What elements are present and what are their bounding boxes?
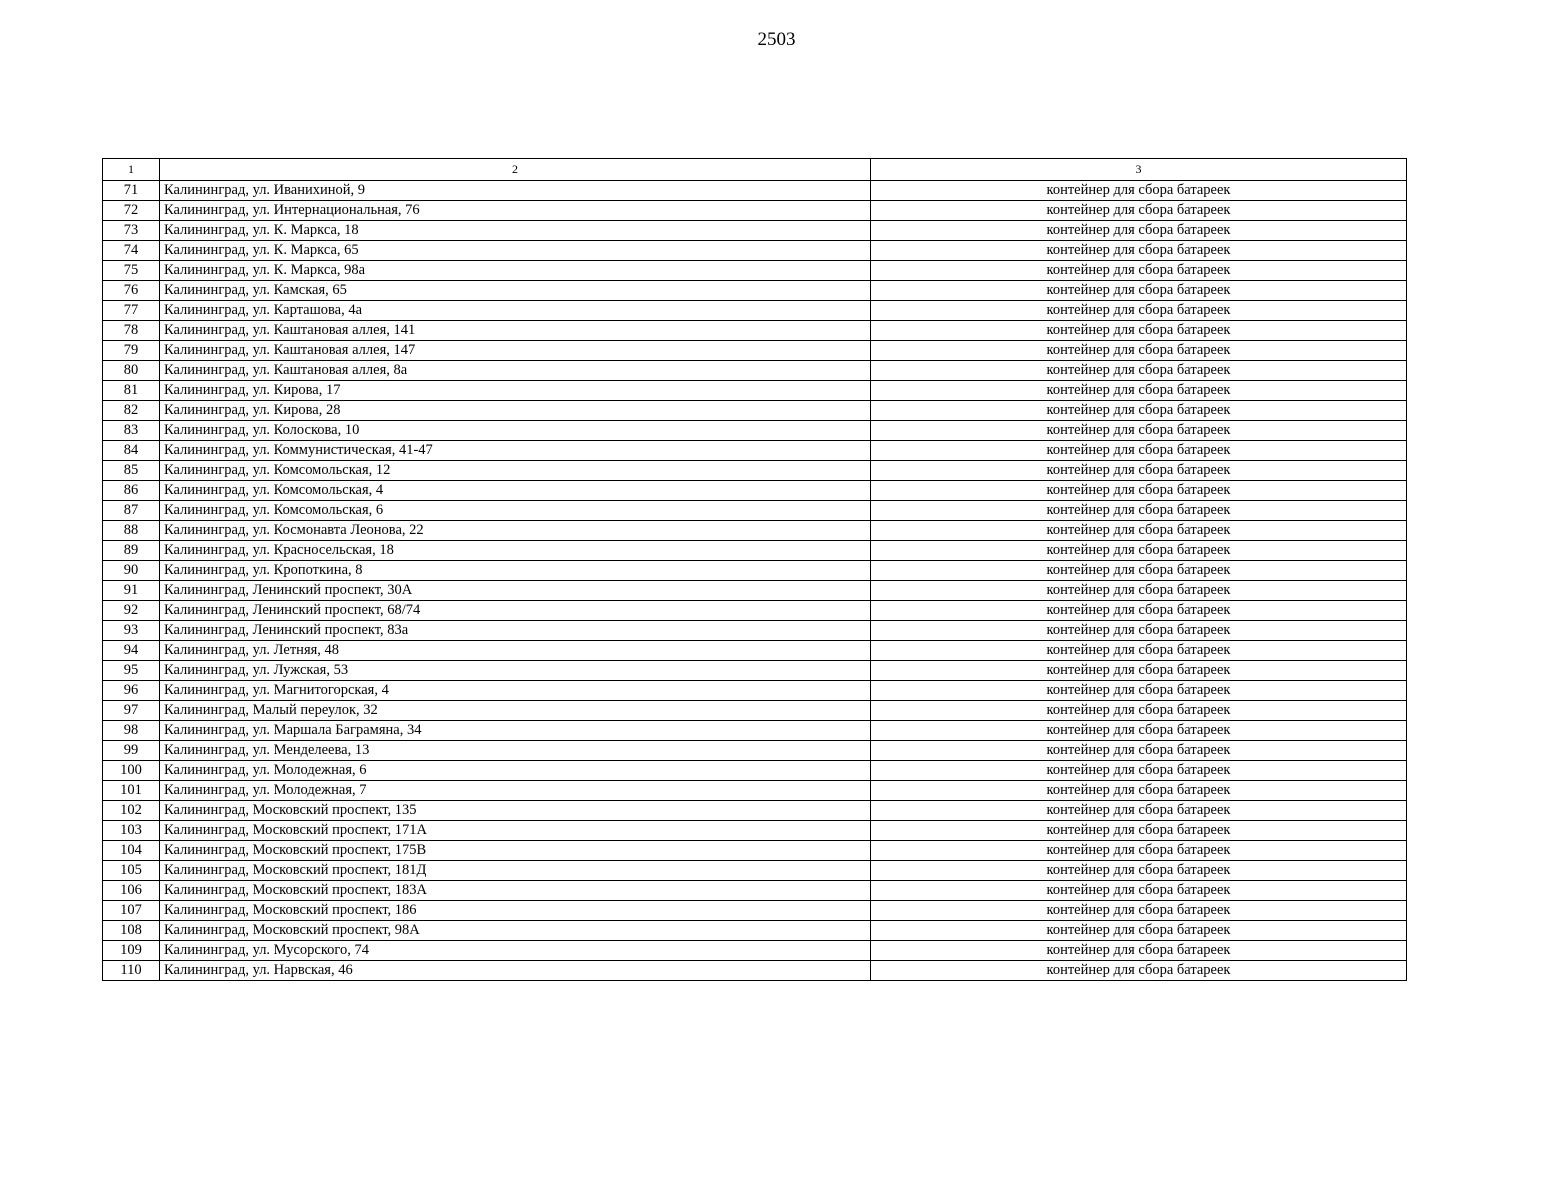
address-cell: Калининград, ул. Комсомольская, 6 xyxy=(160,501,871,521)
container-type-cell: контейнер для сбора батареек xyxy=(871,281,1407,301)
table-row xyxy=(103,821,1407,841)
row-number-cell: 106 xyxy=(103,881,160,901)
container-type-cell: контейнер для сбора батареек xyxy=(871,781,1407,801)
address-cell: Калининград, Московский проспект, 171А xyxy=(160,821,871,841)
row-number-cell: 96 xyxy=(103,681,160,701)
address-cell: Калининград, ул. Каштановая аллея, 147 xyxy=(160,341,871,361)
address-cell: Калининград, ул. Менделеева, 13 xyxy=(160,741,871,761)
collection-points-table xyxy=(102,158,1407,981)
container-type-cell: контейнер для сбора батареек xyxy=(871,521,1407,541)
table-row xyxy=(103,941,1407,961)
container-type-cell: контейнер для сбора батареек xyxy=(871,661,1407,681)
container-type-cell: контейнер для сбора батареек xyxy=(871,261,1407,281)
row-number-cell: 87 xyxy=(103,501,160,521)
container-type-cell: контейнер для сбора батареек xyxy=(871,201,1407,221)
container-type-cell: контейнер для сбора батареек xyxy=(871,641,1407,661)
row-number-cell: 80 xyxy=(103,361,160,381)
table-row xyxy=(103,361,1407,381)
page-number: 2503 xyxy=(757,29,796,50)
row-number-cell: 82 xyxy=(103,401,160,421)
row-number-cell: 108 xyxy=(103,921,160,941)
row-number-cell: 99 xyxy=(103,741,160,761)
address-cell: Калининград, ул. Космонавта Леонова, 22 xyxy=(160,521,871,541)
table-row xyxy=(103,441,1407,461)
table-row xyxy=(103,301,1407,321)
table-row xyxy=(103,681,1407,701)
address-cell: Калининград, ул. Нарвская, 46 xyxy=(160,961,871,981)
row-number-cell: 94 xyxy=(103,641,160,661)
table-row xyxy=(103,721,1407,741)
container-type-cell: контейнер для сбора батареек xyxy=(871,581,1407,601)
address-cell: Калининград, ул. Каштановая аллея, 8а xyxy=(160,361,871,381)
address-cell: Калининград, Ленинский проспект, 30А xyxy=(160,581,871,601)
address-cell: Калининград, ул. Иванихиной, 9 xyxy=(160,181,871,201)
table-row xyxy=(103,641,1407,661)
container-type-cell: контейнер для сбора батареек xyxy=(871,901,1407,921)
table-row xyxy=(103,541,1407,561)
container-type-cell: контейнер для сбора батареек xyxy=(871,561,1407,581)
container-type-cell: контейнер для сбора батареек xyxy=(871,341,1407,361)
container-type-cell: контейнер для сбора батареек xyxy=(871,881,1407,901)
container-type-cell: контейнер для сбора батареек xyxy=(871,221,1407,241)
container-type-cell: контейнер для сбора батареек xyxy=(871,681,1407,701)
table-header-row xyxy=(103,159,1407,181)
row-number-cell: 86 xyxy=(103,481,160,501)
column-header-address: 2 xyxy=(160,159,871,181)
address-cell: Калининград, Московский проспект, 98А xyxy=(160,921,871,941)
address-cell: Калининград, Московский проспект, 135 xyxy=(160,801,871,821)
row-number-cell: 109 xyxy=(103,941,160,961)
table-row xyxy=(103,841,1407,861)
address-cell: Калининград, ул. К. Маркса, 65 xyxy=(160,241,871,261)
table-row xyxy=(103,601,1407,621)
address-cell: Калининград, ул. Кропоткина, 8 xyxy=(160,561,871,581)
table-row xyxy=(103,461,1407,481)
address-cell: Калининград, ул. Лужская, 53 xyxy=(160,661,871,681)
row-number-cell: 72 xyxy=(103,201,160,221)
row-number-cell: 78 xyxy=(103,321,160,341)
row-number-cell: 92 xyxy=(103,601,160,621)
address-cell: Калининград, Московский проспект, 181Д xyxy=(160,861,871,881)
container-type-cell: контейнер для сбора батареек xyxy=(871,701,1407,721)
container-type-cell: контейнер для сбора батареек xyxy=(871,241,1407,261)
container-type-cell: контейнер для сбора батареек xyxy=(871,921,1407,941)
table-row xyxy=(103,761,1407,781)
address-cell: Калининград, ул. Комсомольская, 12 xyxy=(160,461,871,481)
table-row xyxy=(103,241,1407,261)
container-type-cell: контейнер для сбора батареек xyxy=(871,361,1407,381)
container-type-cell: контейнер для сбора батареек xyxy=(871,621,1407,641)
row-number-cell: 73 xyxy=(103,221,160,241)
table-row xyxy=(103,261,1407,281)
table-row xyxy=(103,901,1407,921)
address-cell: Калининград, Московский проспект, 175В xyxy=(160,841,871,861)
table-row xyxy=(103,921,1407,941)
container-type-cell: контейнер для сбора батареек xyxy=(871,541,1407,561)
container-type-cell: контейнер для сбора батареек xyxy=(871,721,1407,741)
table-row xyxy=(103,701,1407,721)
table-row xyxy=(103,421,1407,441)
container-type-cell: контейнер для сбора батареек xyxy=(871,941,1407,961)
table-row xyxy=(103,561,1407,581)
container-type-cell: контейнер для сбора батареек xyxy=(871,961,1407,981)
address-cell: Калининград, ул. Кирова, 28 xyxy=(160,401,871,421)
row-number-cell: 105 xyxy=(103,861,160,881)
address-cell: Калининград, ул. Комсомольская, 4 xyxy=(160,481,871,501)
address-cell: Калининград, ул. Кирова, 17 xyxy=(160,381,871,401)
row-number-cell: 104 xyxy=(103,841,160,861)
container-type-cell: контейнер для сбора батареек xyxy=(871,321,1407,341)
row-number-cell: 88 xyxy=(103,521,160,541)
address-cell: Калининград, ул. Коммунистическая, 41-47 xyxy=(160,441,871,461)
address-cell: Калининград, ул. Маршала Баграмяна, 34 xyxy=(160,721,871,741)
container-type-cell: контейнер для сбора батареек xyxy=(871,301,1407,321)
row-number-cell: 84 xyxy=(103,441,160,461)
row-number-cell: 85 xyxy=(103,461,160,481)
row-number-cell: 100 xyxy=(103,761,160,781)
table-row xyxy=(103,281,1407,301)
row-number-cell: 83 xyxy=(103,421,160,441)
container-type-cell: контейнер для сбора батареек xyxy=(871,461,1407,481)
container-type-cell: контейнер для сбора батареек xyxy=(871,501,1407,521)
address-cell: Калининград, Малый переулок, 32 xyxy=(160,701,871,721)
container-type-cell: контейнер для сбора батареек xyxy=(871,421,1407,441)
container-type-cell: контейнер для сбора батареек xyxy=(871,741,1407,761)
column-header-number: 1 xyxy=(103,159,160,181)
container-type-cell: контейнер для сбора батареек xyxy=(871,801,1407,821)
container-type-cell: контейнер для сбора батареек xyxy=(871,601,1407,621)
address-cell: Калининград, Московский проспект, 186 xyxy=(160,901,871,921)
row-number-cell: 101 xyxy=(103,781,160,801)
address-cell: Калининград, ул. К. Маркса, 98а xyxy=(160,261,871,281)
table-row xyxy=(103,801,1407,821)
row-number-cell: 74 xyxy=(103,241,160,261)
table-row xyxy=(103,341,1407,361)
container-type-cell: контейнер для сбора батареек xyxy=(871,441,1407,461)
table-row xyxy=(103,621,1407,641)
table-row xyxy=(103,521,1407,541)
row-number-cell: 91 xyxy=(103,581,160,601)
address-cell: Калининград, Московский проспект, 183А xyxy=(160,881,871,901)
address-cell: Калининград, ул. Молодежная, 6 xyxy=(160,761,871,781)
address-cell: Калининград, ул. Интернациональная, 76 xyxy=(160,201,871,221)
address-cell: Калининград, ул. Карташова, 4а xyxy=(160,301,871,321)
container-type-cell: контейнер для сбора батареек xyxy=(871,401,1407,421)
row-number-cell: 89 xyxy=(103,541,160,561)
table-row xyxy=(103,501,1407,521)
row-number-cell: 102 xyxy=(103,801,160,821)
container-type-cell: контейнер для сбора батареек xyxy=(871,481,1407,501)
row-number-cell: 81 xyxy=(103,381,160,401)
address-cell: Калининград, ул. Каштановая аллея, 141 xyxy=(160,321,871,341)
row-number-cell: 93 xyxy=(103,621,160,641)
address-cell: Калининград, ул. Молодежная, 7 xyxy=(160,781,871,801)
row-number-cell: 97 xyxy=(103,701,160,721)
address-cell: Калининград, ул. Мусорского, 74 xyxy=(160,941,871,961)
container-type-cell: контейнер для сбора батареек xyxy=(871,381,1407,401)
row-number-cell: 90 xyxy=(103,561,160,581)
table-row xyxy=(103,401,1407,421)
table-row xyxy=(103,741,1407,761)
container-type-cell: контейнер для сбора батареек xyxy=(871,181,1407,201)
row-number-cell: 71 xyxy=(103,181,160,201)
table-row xyxy=(103,581,1407,601)
address-cell: Калининград, Ленинский проспект, 83а xyxy=(160,621,871,641)
container-type-cell: контейнер для сбора батареек xyxy=(871,761,1407,781)
row-number-cell: 76 xyxy=(103,281,160,301)
row-number-cell: 75 xyxy=(103,261,160,281)
row-number-cell: 77 xyxy=(103,301,160,321)
table-row xyxy=(103,381,1407,401)
container-type-cell: контейнер для сбора батареек xyxy=(871,821,1407,841)
address-cell: Калининград, ул. Магнитогорская, 4 xyxy=(160,681,871,701)
table-row xyxy=(103,201,1407,221)
row-number-cell: 98 xyxy=(103,721,160,741)
table-row xyxy=(103,661,1407,681)
row-number-cell: 79 xyxy=(103,341,160,361)
row-number-cell: 107 xyxy=(103,901,160,921)
table-row xyxy=(103,221,1407,241)
table-row xyxy=(103,181,1407,201)
container-type-cell: контейнер для сбора батареек xyxy=(871,841,1407,861)
address-cell: Калининград, Ленинский проспект, 68/74 xyxy=(160,601,871,621)
table-row xyxy=(103,321,1407,341)
row-number-cell: 95 xyxy=(103,661,160,681)
container-type-cell: контейнер для сбора батареек xyxy=(871,861,1407,881)
table-row xyxy=(103,781,1407,801)
column-header-type: 3 xyxy=(871,159,1407,181)
address-cell: Калининград, ул. Камская, 65 xyxy=(160,281,871,301)
table-row xyxy=(103,481,1407,501)
row-number-cell: 110 xyxy=(103,961,160,981)
table-row xyxy=(103,861,1407,881)
table-row xyxy=(103,881,1407,901)
address-cell: Калининград, ул. Красносельская, 18 xyxy=(160,541,871,561)
address-cell: Калининград, ул. Колоскова, 10 xyxy=(160,421,871,441)
address-cell: Калининград, ул. К. Маркса, 18 xyxy=(160,221,871,241)
row-number-cell: 103 xyxy=(103,821,160,841)
address-cell: Калининград, ул. Летняя, 48 xyxy=(160,641,871,661)
table-row xyxy=(103,961,1407,981)
